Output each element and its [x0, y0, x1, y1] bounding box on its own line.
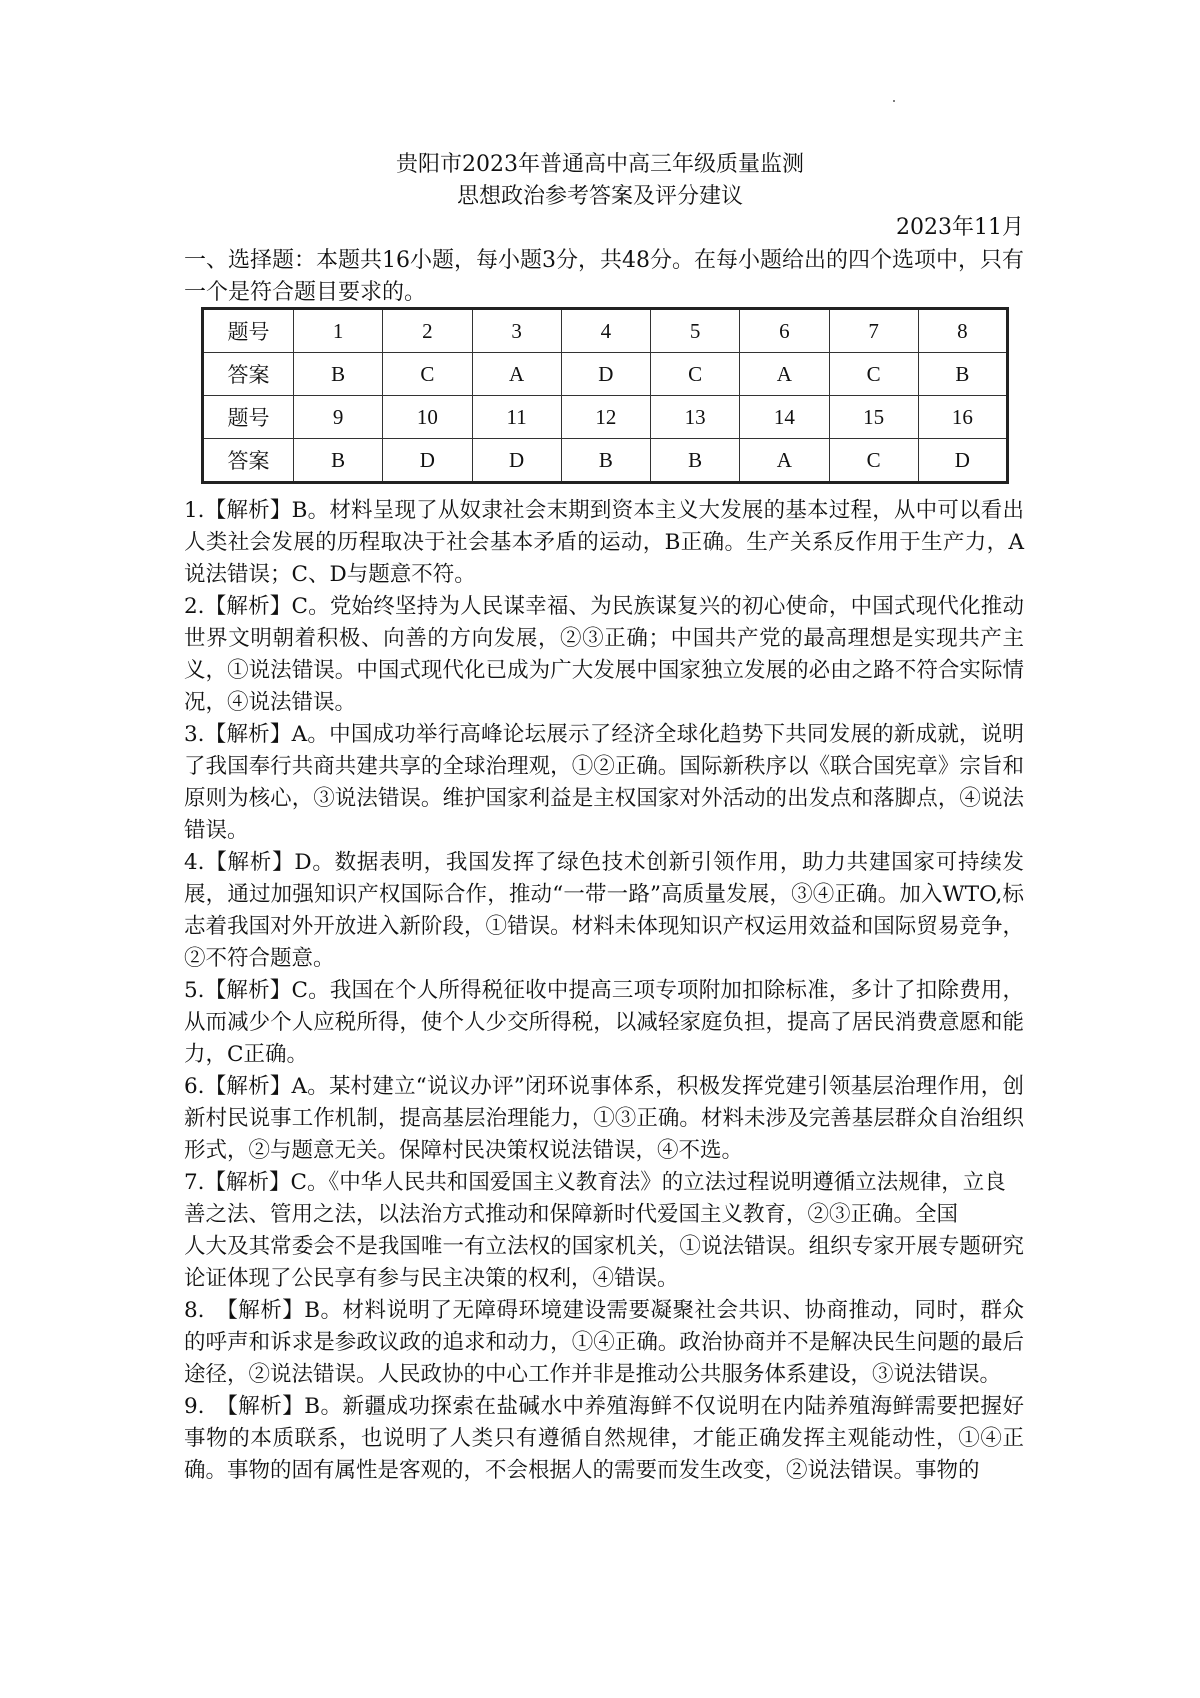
section-heading: 一、选择题：本题共16小题，每小题3分，共48分。在每小题给出的四个选项中，只有一个是符合题目要求的。 — [184, 248, 1024, 305]
table-cell: D — [918, 439, 1007, 483]
answer-table — [201, 307, 1009, 484]
table-row — [203, 353, 1008, 396]
table-row — [203, 309, 1008, 353]
table-row-header: 题号 — [203, 396, 294, 439]
table-cell: D — [561, 353, 650, 396]
table-cell: C — [651, 353, 740, 396]
analysis-paragraph: 8. 【解析】B。材料说明了无障碍环境建设需要凝聚社会共识、协商推动，同时，群众的呼声和诉求是参政议政的追求和动力，①④正确。政治协商并不是解决民生问题的最后途径，②说法错误。人民政协的中心工作并非是推动公共服务体系建设，③说法错误。 — [184, 1298, 1024, 1387]
table-cell: B — [294, 353, 383, 396]
table-cell: A — [472, 353, 561, 396]
table-cell: 15 — [829, 396, 918, 439]
analysis-paragraph: 1.【解析】B。材料呈现了从奴隶社会末期到资本主义大发展的基本过程，从中可以看出人类社会发展的历程取决于社会基本矛盾的运动，B正确。生产关系反作用于生产力，A说法错误；C、D与题意不符。 — [184, 498, 1024, 587]
table-cell: B — [651, 439, 740, 483]
analysis-paragraph: 5.【解析】C。我国在个人所得税征收中提高三项专项附加扣除标准，多计了扣除费用，从而减少个人应税所得，使个人少交所得税，以减轻家庭负担，提高了居民消费意愿和能力，C正确。 — [184, 978, 1024, 1067]
analysis-paragraph: 6.【解析】A。某村建立“说议办评”闭环说事体系，积极发挥党建引领基层治理作用，创新村民说事工作机制，提高基层治理能力，①③正确。材料未涉及完善基层群众自治组织形式，②与题意无关。保障村民决策权说法错误，④不选。 — [184, 1074, 1024, 1163]
table-cell: B — [561, 439, 650, 483]
table-row — [203, 396, 1008, 439]
table-row-header: 答案 — [203, 353, 294, 396]
table-cell: B — [918, 353, 1007, 396]
table-cell: 2 — [383, 309, 472, 353]
analysis-paragraph: 7.【解析】C。《中华人民共和国爱国主义教育法》的立法过程说明遵循立法规律，立良 — [184, 1170, 1006, 1195]
analysis-paragraph: 善之法、管用之法，以法治方式推动和保障新时代爱国主义教育，②③正确。全国 — [184, 1202, 959, 1227]
table-cell: 7 — [829, 309, 918, 353]
analysis-paragraph: 人大及其常委会不是我国唯一有立法权的国家机关，①说法错误。组织专家开展专题研究论证体现了公民享有参与民主决策的权利，④错误。 — [184, 1234, 1024, 1291]
table-cell: 5 — [651, 309, 740, 353]
table-cell: C — [383, 353, 472, 396]
table-cell: 14 — [740, 396, 829, 439]
scan-speck — [893, 100, 895, 102]
doc-date: 2023年11月 — [896, 215, 1024, 240]
table-cell: C — [829, 439, 918, 483]
table-cell: D — [383, 439, 472, 483]
table-row-header: 答案 — [203, 439, 294, 483]
analysis-paragraph: 3.【解析】A。中国成功举行高峰论坛展示了经济全球化趋势下共同发展的新成就，说明了我国奉行共商共建共享的全球治理观，①②正确。国际新秩序以《联合国宪章》宗旨和原则为核心，③说法错误。维护国家利益是主权国家对外活动的出发点和落脚点，④说法错误。 — [184, 722, 1024, 843]
doc-title: 贵阳市2023年普通高中高三年级质量监测 — [396, 152, 804, 177]
table-row-header: 题号 — [203, 309, 294, 353]
table-cell: B — [294, 439, 383, 483]
table-cell: 1 — [294, 309, 383, 353]
table-cell: 16 — [918, 396, 1007, 439]
analysis-paragraph: 2.【解析】C。党始终坚持为人民谋幸福、为民族谋复兴的初心使命，中国式现代化推动世界文明朝着积极、向善的方向发展，②③正确；中国共产党的最高理想是实现共产主义，①说法错误。中国式现代化已成为广大发展中国家独立发展的必由之路不符合实际情况，④说法错误。 — [184, 594, 1024, 715]
table-cell: 9 — [294, 396, 383, 439]
analysis-section — [184, 495, 1024, 1487]
doc-subtitle: 思想政治参考答案及评分建议 — [456, 184, 743, 209]
table-cell: C — [829, 353, 918, 396]
table-cell: 4 — [561, 309, 650, 353]
table-cell: 13 — [651, 396, 740, 439]
table-cell: A — [740, 439, 829, 483]
table-cell: A — [740, 353, 829, 396]
table-cell: 10 — [383, 396, 472, 439]
analysis-paragraph: 9. 【解析】B。新疆成功探索在盐碱水中养殖海鲜不仅说明在内陆养殖海鲜需要把握好事物的本质联系，也说明了人类只有遵循自然规律，才能正确发挥主观能动性，①④正确。事物的固有属性是客观的，不会根据人的需要而发生改变，②说法错误。事物的 — [184, 1394, 1024, 1483]
table-cell: 11 — [472, 396, 561, 439]
analysis-paragraph: 4.【解析】D。数据表明，我国发挥了绿色技术创新引领作用，助力共建国家可持续发展，通过加强知识产权国际合作，推动“一带一路”高质量发展，③④正确。加入WTO,标志着我国对外开放进入新阶段，①错误。材料未体现知识产权运用效益和国际贸易竞争，②不符合题意。 — [184, 850, 1024, 971]
table-cell: D — [472, 439, 561, 483]
table-cell: 6 — [740, 309, 829, 353]
table-cell: 8 — [918, 309, 1007, 353]
table-cell: 12 — [561, 396, 650, 439]
table-row — [203, 439, 1008, 483]
table-cell: 3 — [472, 309, 561, 353]
